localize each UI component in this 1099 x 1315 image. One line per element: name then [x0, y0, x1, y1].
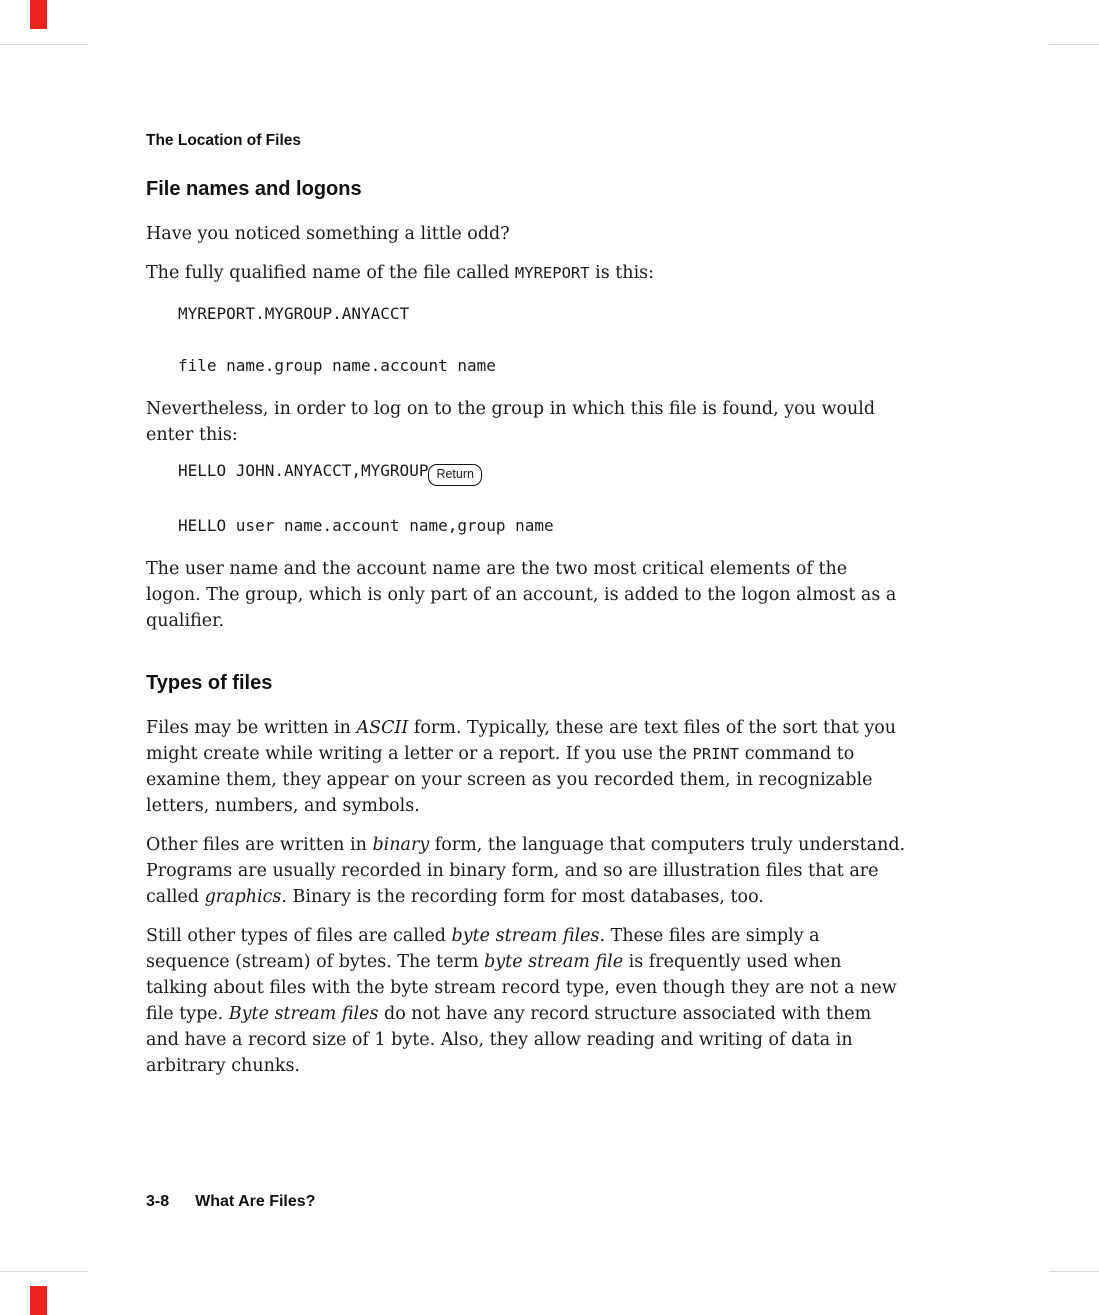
crop-mark-top-left [0, 44, 88, 45]
code-hello-logon-line [178, 461, 916, 486]
page-content [146, 132, 916, 1092]
paragraph-byte-stream-files: Still other types of files are called byte stream files. These files are simply a sequence (stream) of bytes. The term byte stream file is frequently used when talking about files with the byte stream record type, even though they are not a new file type. Byte stream files do not have any record structure associated with them and have a record size of 1 byte. Also, they allow reading and writing of data in arbitrary chunks. [146, 925, 897, 1076]
return-keycap: Return [428, 464, 482, 486]
paragraph-fully-qualified-name: The fully qualified name of the file called MYREPORT is this: [146, 263, 655, 283]
crop-mark-top-right [1049, 44, 1099, 45]
paragraph-user-account-critical: The user name and the account name are the two most critical elements of the logon. The group, which is only part of an account, is added to the logon almost as a qualifier. [146, 558, 897, 631]
paragraph-binary-files: Other files are written in binary form, the language that computers truly understand. Programs are usually recorded in binary form, and so are illustration files that are called graphics. Binary is the recording form for most databases, too. [146, 834, 906, 907]
crop-mark-bottom-left [0, 1271, 88, 1272]
page-footer [146, 1193, 315, 1211]
footer-page-number: 3-8 [146, 1193, 170, 1210]
footer-chapter-title: What Are Files? [195, 1193, 316, 1210]
code-myreport-qualified-name: MYREPORT.MYGROUP.ANYACCT [178, 304, 410, 323]
code-hello-pattern: HELLO user name.account name,group name [178, 515, 554, 535]
red-registration-mark-top [30, 0, 47, 29]
paragraph-odd-question: Have you noticed something a little odd? [146, 224, 510, 244]
running-header: The Location of Files [146, 132, 302, 149]
code-name-pattern: file name.group name.account name [178, 356, 496, 375]
code-hello-logon-text: HELLO JOHN.ANYACCT,MYGROUP [178, 461, 429, 480]
paragraph-nevertheless-logon: Nevertheless, in order to log on to the group in which this file is found, you would enter this: [146, 399, 876, 445]
crop-mark-bottom-right [1049, 1271, 1099, 1272]
red-registration-mark-bottom [30, 1286, 47, 1315]
paragraph-ascii-files: Files may be written in ASCII form. Typically, these are text files of the sort that you might create while writing a letter or a report. If you use the PRINT command to examine them, they appear on your screen as you recorded them, in recognizable letters, numbers, and symbols. [146, 717, 897, 816]
section-heading-file-names-and-logons: File names and logons [146, 178, 362, 200]
section-heading-types-of-files: Types of files [146, 671, 273, 694]
